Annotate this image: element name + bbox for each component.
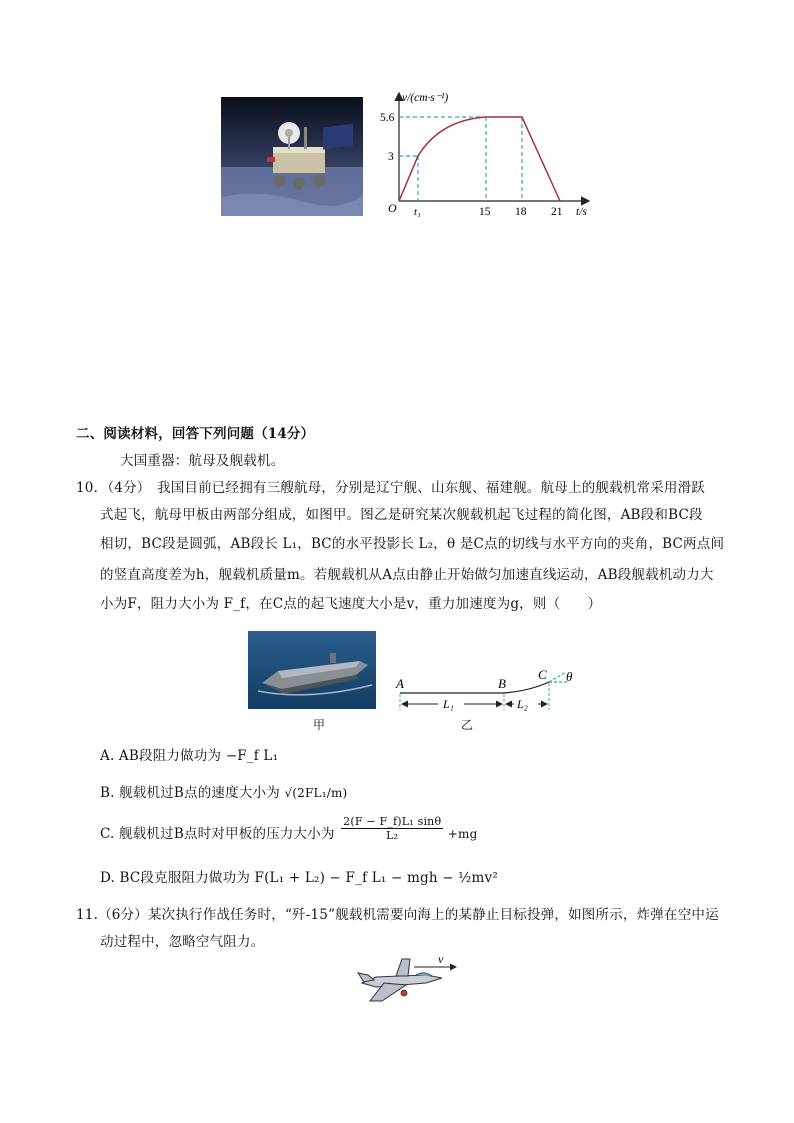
aircraft-carrier-photo bbox=[248, 631, 376, 709]
graph-origin: O bbox=[388, 201, 397, 215]
velocity-time-graph bbox=[380, 88, 600, 223]
q10-number: 10．（4分） bbox=[76, 480, 151, 496]
graph-x-tick-21: 21 bbox=[551, 206, 563, 218]
graph-y-tick-5-6: 5.6 bbox=[380, 112, 395, 124]
q10-line-4: 的竖直高度差为h，舰载机质量m。若舰载机从A点由静止开始做匀加速直线运动，AB段舰载机动力大 bbox=[100, 567, 714, 583]
figure-jia-caption: 甲 bbox=[313, 718, 326, 732]
graph-y-label: v/(cm·s⁻¹) bbox=[402, 92, 449, 104]
ramp-label-l1: L₁ bbox=[443, 697, 454, 711]
lunar-rover-photo bbox=[221, 97, 363, 216]
option-c-fraction bbox=[341, 815, 443, 842]
section-intro: 大国重器：航母及舰载机。 bbox=[120, 453, 285, 469]
jet-velocity-label: v bbox=[438, 953, 444, 966]
q10-line-1: 我国目前已经拥有三艘航母，分别是辽宁舰、山东舰、福建舰。航母上的舰载机常采用滑跃 bbox=[157, 480, 705, 496]
graph-x-tick-18: 18 bbox=[515, 206, 527, 218]
ramp-label-c: C bbox=[538, 667, 547, 682]
ramp-diagram bbox=[394, 664, 590, 714]
graph-y-tick-3: 3 bbox=[388, 151, 394, 163]
option-c-tail: +mg bbox=[447, 827, 478, 841]
option-b-text: B. 舰载机过B点的速度大小为 bbox=[100, 785, 280, 801]
fighter-jet-drawing bbox=[356, 953, 466, 1005]
q10-line-3: 相切，BC段是圆弧，AB段长 L₁，BC的水平投影长 L₂，θ 是C点的切线与水平方向的夹角，BC两点间 bbox=[100, 536, 725, 552]
q11-line-1: 11.（6分）某次执行作战任务时，“歼-15”舰载机需要向海上的某静止目标投弹，如图所示，炸弹在空中运 bbox=[76, 907, 719, 923]
q10-line-5: 小为F，阻力大小为 F_f，在C点的起飞速度大小是v，重力加速度为g，则（ ） bbox=[100, 596, 602, 612]
option-d: D. BC段克服阻力做功为 F(L₁ + L₂) − F_f L₁ − mgh − ½mv² bbox=[100, 870, 498, 886]
q11-line-2: 动过程中，忽略空气阻力。 bbox=[100, 934, 265, 950]
graph-x-label: t/s bbox=[576, 206, 587, 218]
option-c-denominator: L₂ bbox=[386, 829, 399, 842]
ramp-label-l2: L₂ bbox=[517, 697, 528, 711]
option-c-numerator: 2(F − F_f)L₁ sinθ bbox=[343, 815, 442, 828]
graph-x-tick-t1: t₁ bbox=[414, 206, 421, 218]
option-a: A. AB段阻力做功为 −F_f L₁ bbox=[100, 748, 279, 764]
ramp-label-b: B bbox=[498, 676, 506, 691]
option-c-text: C. 舰载机过B点时对甲板的压力大小为 bbox=[100, 826, 335, 842]
option-b-formula: √(2FL₁/m) bbox=[284, 786, 348, 800]
ramp-label-a: A bbox=[396, 676, 404, 691]
option-c bbox=[100, 815, 477, 849]
q10-line-2: 式起飞，航母甲板由两部分组成，如图甲。图乙是研究某次舰载机起飞过程的简化图，AB段和BC段 bbox=[100, 507, 703, 523]
figure-yi-caption: 乙 bbox=[461, 718, 474, 732]
ramp-label-theta: θ bbox=[566, 669, 573, 684]
section-heading: 二、阅读材料，回答下列问题（14分） bbox=[76, 426, 315, 442]
graph-x-tick-15: 15 bbox=[479, 206, 491, 218]
option-b bbox=[100, 781, 347, 801]
